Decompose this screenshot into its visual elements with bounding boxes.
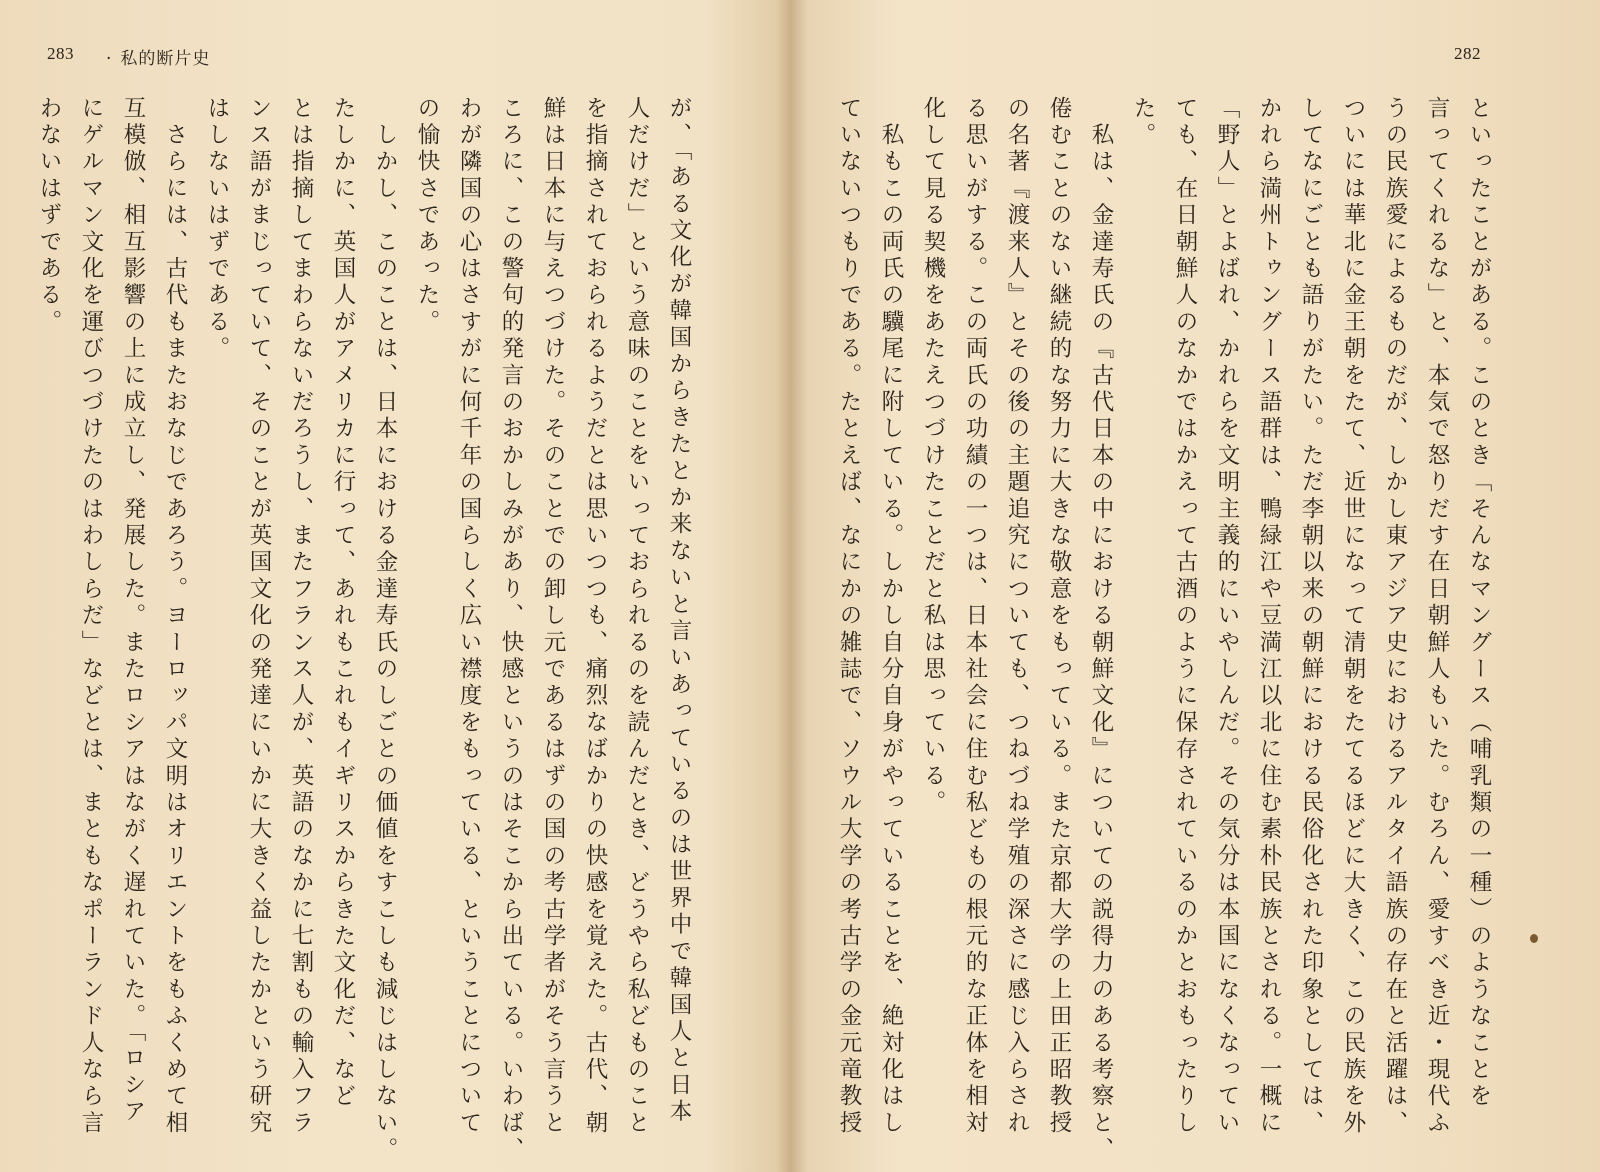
text-line: 人だけだ」という意味のことをいっておられるのを読んだとき、どうやら私どものこと <box>624 96 650 1138</box>
text-line: 互模倣、相互影響の上に成立し、発展した。またロシアはながく遅れていた。「ロシア <box>120 96 146 1127</box>
text-line: わが隣国の心はさすがに何千年の国らしく広い襟度をもっている、ということについて <box>456 96 482 1138</box>
text-line: 倦むことのない継続的な努力に大きな敬意をもっている。また京都大学の上田正昭教授 <box>1046 96 1072 1138</box>
text-line: ンス語がまじっていて、そのことが英国文化の発達にいかに大きく益したかという研究 <box>246 96 272 1138</box>
text-line: が、「ある文化が韓国からきたとか来ないと言いあっているのは世界中で韓国人と日本 <box>666 96 692 1127</box>
text-line: してなにごとも語りがたい。ただ李朝以来の朝鮮における民俗化された印象としては、 <box>1298 96 1324 1138</box>
text-line: る思いがする。この両氏の功績の一つは、日本社会に住む私どもの根元的な正体を相対 <box>962 96 988 1138</box>
running-head <box>106 44 210 69</box>
bullet-dot: · <box>106 49 113 69</box>
text-line: 私もこの両氏の驥尾に附している。しかし自分自身がやっていることを、絶対化はし <box>878 96 904 1138</box>
text-line: たしかに、英国人がアメリカに行って、あれもこれもイギリスからきた文化だ、など <box>330 96 356 1111</box>
text-line: ころに、この警句的発言のおかしみがあり、快感というのはそこから出ている。いわば、 <box>498 96 524 1164</box>
text-line: わないはずである。 <box>36 96 62 337</box>
text-line: ていないつもりである。たとえば、なにかの雑誌で、ソウル大学の考古学の金元竜教授 <box>836 96 862 1138</box>
right-page <box>790 0 1600 1172</box>
text-line: 「野人」とよばれ、かれらを文明主義的にいやしんだ。その気分は本国になくなってい <box>1214 96 1240 1138</box>
right-body-text <box>800 96 1500 1164</box>
paper-speck <box>1530 934 1538 943</box>
text-line: た。 <box>1130 96 1156 150</box>
text-line: はしないはずである。 <box>204 96 230 363</box>
text-line: を指摘されておられるようだとは思いつつも、痛烈なばかりの快感を覚えた。古代、朝 <box>582 96 608 1138</box>
text-line: 化して見る契機をあたえつづけたことだと私は思っている。 <box>920 96 946 817</box>
text-line: 鮮は日本に与えつづけた。そのことでの卸し元であるはずの国の考古学者がそう言うと <box>540 96 566 1138</box>
text-line: 私は、金達寿氏の『古代日本の中における朝鮮文化』についての説得力のある考察と、 <box>1088 96 1114 1164</box>
text-line: にゲルマン文化を運びつづけたのはわしらだ」などとは、まともなポーランド人なら言 <box>78 96 104 1138</box>
text-line: うの民族愛によるものだが、しかし東アジア史におけるアルタイ語族の存在と活躍は、 <box>1382 96 1408 1138</box>
text-line: といったことがある。このとき「そんなマングース（哺乳類の一種）のようなことを <box>1466 96 1492 1111</box>
text-line: の愉快さであった。 <box>414 96 440 337</box>
text-line: しかし、このことは、日本における金達寿氏のしごとの価値をすこしも減じはしない。 <box>372 96 398 1164</box>
running-head-title: 私的断片史 <box>120 49 211 69</box>
text-line: かれら満州トゥングース語群は、鴨緑江や豆満江以北に住む素朴民族とされる。一概に <box>1256 96 1282 1138</box>
text-line: 言ってくれるな」と、本気で怒りだす在日朝鮮人もいた。むろん、愛すべき近・現代ふ <box>1424 96 1450 1138</box>
text-line: ても、在日朝鮮人のなかではかえって古酒のように保存されているのかとおもったりし <box>1172 96 1198 1138</box>
page-number: 283 <box>47 44 74 63</box>
text-line: の名著『渡来人』とその後の主題追究についても、つねづね学殖の深さに感じ入らされ <box>1004 96 1030 1138</box>
page-number: 282 <box>1454 44 1481 63</box>
left-body-text <box>36 96 700 1164</box>
left-page <box>0 0 790 1172</box>
text-line: とは指摘してまわらないだろうし、またフランス人が、英語のなかに七割もの輸入フラ <box>288 96 314 1138</box>
text-line: さらには、古代もまたおなじであろう。ヨーロッパ文明はオリエントをもふくめて相 <box>162 96 188 1138</box>
text-line: ついには華北に金王朝をたて、近世になって清朝をたてるほどに大きく、この民族を外 <box>1340 96 1366 1138</box>
